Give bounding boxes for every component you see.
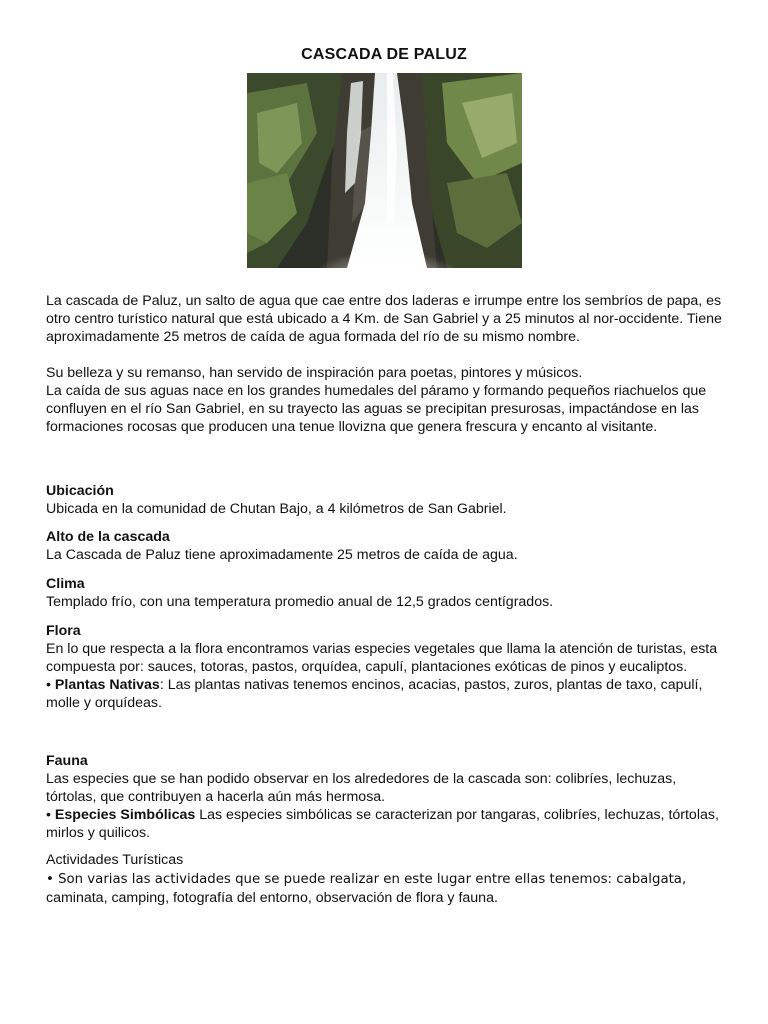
ubicacion-heading: Ubicación [46, 483, 114, 499]
actividades-section [46, 851, 726, 907]
bullet-mark: • [46, 677, 55, 693]
clima-text: Templado frío, con una temperatura promedio anual de 12,5 grados centígrados. [46, 594, 554, 610]
ubicacion-text: Ubicada en la comunidad de Chutan Bajo, a 4 kilómetros de San Gabriel. [46, 501, 507, 517]
plantas-nativas-text: : Las plantas nativas tenemos encinos, acacias, pastos, zuros, plantas de taxo, capulí, molle y orquídeas. [46, 677, 703, 711]
intro-paragraph-2: Su belleza y su remanso, han servido de inspiración para poetas, pintores y músicos. [46, 365, 583, 381]
actividades-heading: Actividades Turísticas [46, 852, 184, 868]
alto-heading: Alto de la cascada [46, 529, 170, 545]
intro-paragraph-1: La cascada de Paluz, un salto de agua que cae entre dos laderas e irrumpe entre los sembríos de papa, es otro centro turístico natural que está ubicado a 4 Km. de San Gabriel y a 25 minutos al nor-occidente. Tiene aproximadamente 25 metros de caída de agua formada del río de su mismo nombre. [46, 293, 722, 345]
plantas-nativas-label: Plantas Nativas [54, 677, 160, 693]
actividades-text-line-1: • Son varias las actividades que se puede realizar en este lugar entre ellas tenemos: cabalgata, [46, 872, 687, 887]
intro-paragraph-3: La caída de sus aguas nace en los grandes humedales del páramo y formando pequeños riachuelos que confluyen en el río San Gabriel, en su trayecto las aguas se precipitan presurosas, impactándose en las formaciones rocosas que producen una tenue llovizna que genera frescura y encanto al visitante. [46, 383, 707, 435]
document-title: CASCADA DE PALUZ [301, 46, 467, 63]
especies-simbolicas-label: Especies Simbólicas [54, 807, 196, 823]
especies-simbolicas-text: Las especies simbólicas se caracterizan por tangaras, colibríes, lechuzas, tórtolas, mirlos y quilicos. [46, 807, 719, 841]
flora-section [46, 622, 726, 712]
clima-section [46, 575, 726, 611]
alto-section [46, 528, 726, 564]
alto-text: La Cascada de Paluz tiene aproximadamente 25 metros de caída de agua. [46, 547, 518, 563]
actividades-text-line-2: caminata, camping, fotografía del entorno, observación de flora y fauna. [46, 890, 498, 906]
clima-heading: Clima [46, 576, 85, 592]
fauna-section [46, 752, 726, 842]
fauna-bullet [46, 806, 726, 842]
intro-section [46, 292, 726, 436]
flora-bullet [46, 676, 726, 712]
bullet-mark: • [46, 807, 55, 823]
ubicacion-section [46, 482, 726, 518]
flora-text: En lo que respecta a la flora encontramos varias especies vegetales que llama la atención de turistas, esta compuesta por: sauces, totoras, pastos, orquídea, capulí, plantaciones exóticas de pinos y eucaliptos. [46, 641, 718, 675]
waterfall-photo [247, 73, 522, 268]
fauna-heading: Fauna [46, 753, 88, 769]
fauna-text: Las especies que se han podido observar en los alrededores de la cascada son: colibríes, lechuzas, tórtolas, que contribuyen a hacerla aún más hermosa. [46, 771, 677, 805]
flora-heading: Flora [46, 623, 81, 639]
